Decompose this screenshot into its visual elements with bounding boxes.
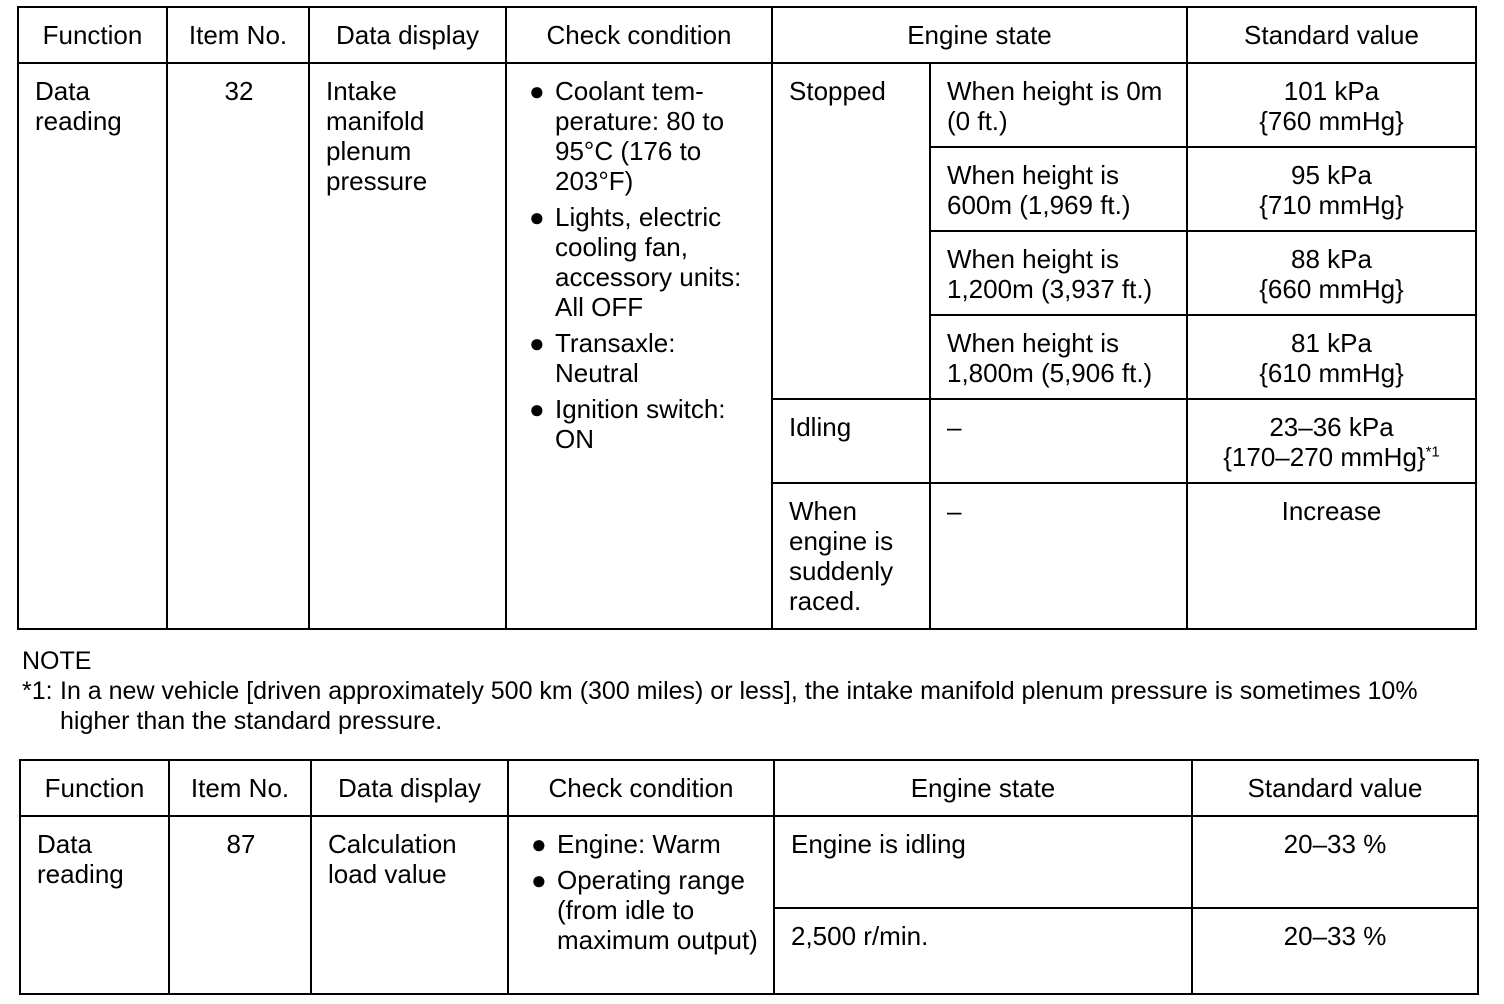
engine-state-idling: Idling <box>772 399 930 483</box>
note-body <box>22 676 1482 736</box>
height-condition-cell: When height is 600m (1,969 ft.) <box>930 147 1187 231</box>
list-item: ● Engine: Warm <box>531 829 721 859</box>
function-cell: Data reading <box>18 63 167 629</box>
standard-value-cell: 101 kPa {760 mmHg} <box>1187 63 1476 147</box>
data-reading-table-item-32 <box>17 6 1477 630</box>
check-condition-cell <box>508 816 774 994</box>
bullet-icon: ● <box>529 394 545 424</box>
header-data-display: Data display <box>309 7 506 63</box>
note-text: In a new vehicle [driven approximately 500 km (300 miles) or less], the intake manifold plenum pressure is sometimes 10% higher than the standard pressure. <box>60 677 1418 735</box>
header-function: Function <box>18 7 167 63</box>
idling-condition-cell: – <box>930 399 1187 483</box>
header-check-condition: Check condition <box>506 7 772 63</box>
engine-state-stopped: Stopped <box>772 63 930 399</box>
standard-value-cell: 95 kPa {710 mmHg} <box>1187 147 1476 231</box>
footnote-mark: *1 <box>1425 443 1440 461</box>
check-condition-list <box>525 829 759 955</box>
standard-value-cell: 20–33 % <box>1192 908 1478 994</box>
list-item: ● Lights, electric cooling fan, accessory units: All OFF <box>529 202 742 322</box>
table-header-row <box>20 760 1478 816</box>
item-no-cell: 87 <box>169 816 311 994</box>
table-row <box>18 63 1476 147</box>
note-title: NOTE <box>22 647 92 675</box>
standard-value-cell: 20–33 % <box>1192 816 1478 908</box>
function-cell: Data reading <box>20 816 169 994</box>
header-check-condition: Check condition <box>508 760 774 816</box>
header-data-display: Data display <box>311 760 508 816</box>
bullet-icon: ● <box>529 328 545 358</box>
item-no-cell: 32 <box>167 63 309 629</box>
data-display-cell: Calculation load value <box>311 816 508 994</box>
table-row <box>20 816 1478 908</box>
list-item: ● Ignition switch: ON <box>529 394 726 454</box>
bullet-icon: ● <box>529 76 545 106</box>
header-standard-value: Standard value <box>1192 760 1478 816</box>
list-item: ● Operating range (from idle to maximum output) <box>531 865 758 955</box>
standard-value-cell: Increase <box>1187 483 1476 629</box>
engine-state-cell: Engine is idling <box>774 816 1192 908</box>
list-item: ● Coolant tem-perature: 80 to 95°C (176 to 203°F) <box>529 76 725 196</box>
bullet-icon: ● <box>531 865 547 895</box>
header-engine-state: Engine state <box>772 7 1187 63</box>
data-display-cell: Intake manifold plenum pressure <box>309 63 506 629</box>
header-standard-value: Standard value <box>1187 7 1476 63</box>
check-condition-list <box>523 76 757 454</box>
note-footnote-mark: *1: <box>22 677 53 705</box>
height-condition-cell: When height is 0m (0 ft.) <box>930 63 1187 147</box>
height-condition-cell: When height is 1,200m (3,937 ft.) <box>930 231 1187 315</box>
header-item-no: Item No. <box>167 7 309 63</box>
check-condition-cell <box>506 63 772 629</box>
standard-value-cell: 81 kPa {610 mmHg} <box>1187 315 1476 399</box>
raced-condition-cell: – <box>930 483 1187 629</box>
header-function: Function <box>20 760 169 816</box>
table-header-row <box>18 7 1476 63</box>
standard-value-cell: 88 kPa {660 mmHg} <box>1187 231 1476 315</box>
engine-state-cell: 2,500 r/min. <box>774 908 1192 994</box>
header-item-no: Item No. <box>169 760 311 816</box>
list-item: ● Transaxle: Neutral <box>529 328 676 388</box>
engine-state-raced: When engine is suddenly raced. <box>772 483 930 629</box>
height-condition-cell: When height is 1,800m (5,906 ft.) <box>930 315 1187 399</box>
header-engine-state: Engine state <box>774 760 1192 816</box>
note-block <box>22 646 1482 736</box>
data-reading-table-item-87 <box>19 759 1479 995</box>
bullet-icon: ● <box>531 829 547 859</box>
bullet-icon: ● <box>529 202 545 232</box>
standard-value-cell: 23–36 kPa {170–270 mmHg}$^{*1}$ <box>1187 399 1476 483</box>
